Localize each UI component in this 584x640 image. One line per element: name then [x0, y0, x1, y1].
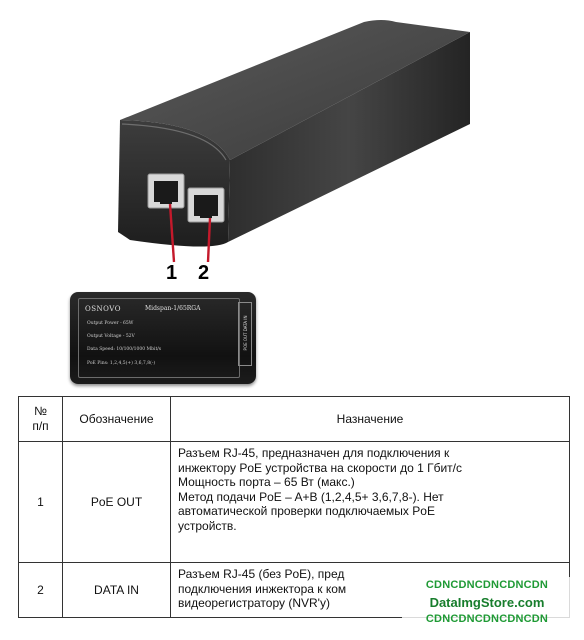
plate-brand: OSNOVO: [85, 305, 121, 313]
header-number: [19, 397, 63, 442]
callout-number-2: 2: [198, 262, 210, 284]
description-line: устройств.: [178, 518, 237, 533]
plate-spec-line: Output Power - 65W: [87, 321, 134, 326]
plate-spec-line: Data Speed: 10/100/1000 Mbit/s: [87, 347, 162, 352]
row-port-name: PoE OUT: [63, 442, 171, 563]
description-line: Метод подачи PoE – A+B (1,2,4,5+ 3,6,7,8-). Нет: [178, 489, 444, 504]
rj45-port-data-in: [188, 188, 224, 222]
plate-model: Midspan-1/65RGA: [145, 305, 201, 312]
plate-port-legend: [238, 302, 252, 366]
device-label-plate: [70, 292, 256, 384]
watermark-line: CDNCDNCDNCDNCDN: [425, 613, 549, 625]
label-plate-border: [78, 298, 240, 378]
row-number: 2: [19, 563, 63, 618]
watermark-line: CDNCDNCDNCDNCDN: [425, 579, 549, 591]
description-line: инжектору PoE устройства на скорости до 1 Гбит/с: [178, 460, 462, 475]
description-line: видеорегистратору (NVR'у): [178, 596, 330, 611]
row-description: [171, 442, 570, 563]
watermark-site: DataImgStore.com: [429, 595, 545, 610]
description-line: Мощность порта – 65 Вт (макс.): [178, 475, 355, 490]
table-row: [19, 442, 570, 563]
header-purpose: Назначение: [171, 397, 570, 442]
description-line: автоматической проверки подключаемых PoE: [178, 504, 435, 519]
description-line: подключения инжектора к ком: [178, 581, 347, 596]
callout-number-1: 1: [166, 262, 178, 284]
row-number: 1: [19, 442, 63, 563]
watermark: [402, 577, 572, 633]
plate-spec-line: PoE Pins: 1,2,4,5(+) 3,6,7,8(-): [87, 361, 156, 366]
table-header-row: [19, 397, 570, 442]
row-port-name: DATA IN: [63, 563, 171, 618]
rj45-port-poe-out: [148, 174, 184, 208]
plate-spec-line: Output Voltage - 52V: [87, 334, 135, 339]
description-line: Разъем RJ-45 (без PoE), пред: [178, 567, 345, 581]
description-line: Разъем RJ-45, предназначен для подключения к: [178, 446, 450, 460]
header-name: Обозначение: [63, 397, 171, 442]
plate-side-text: POE OUT DATA IN: [243, 315, 248, 351]
header-number-abbrev: п/п: [32, 419, 49, 433]
header-number-symbol: №: [34, 404, 47, 418]
